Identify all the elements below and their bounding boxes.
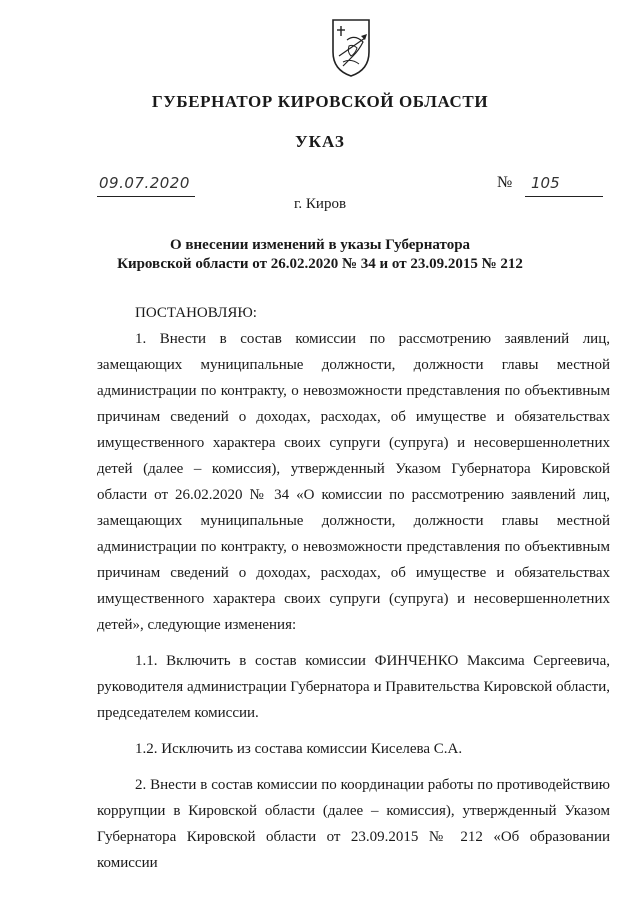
city-label: г. Киров — [293, 196, 347, 212]
issuer-heading: ГУБЕРНАТОР КИРОВСКОЙ ОБЛАСТИ — [151, 92, 489, 111]
title-line-2: Кировской области от 26.02.2020 № 34 и от 23.09.2015 № 212 — [117, 256, 523, 272]
paragraph-1-1: 1.1. Включить в состав комиссии ФИНЧЕНКО Максима Сергеевича, руководителя администрации Губернатора и Правительства Кировской области, председателем комиссии. — [97, 653, 610, 721]
paragraph-1-2: 1.2. Исключить из состава комиссии Киселева С.А. — [135, 741, 463, 757]
document-number: 105 — [531, 174, 560, 192]
paragraph-2: 2. Внести в состав комиссии по координации работы по противодействию коррупции в Кировской области (далее – комиссия), утвержденный Указом Губернатора Кировской области от 23.09.2015 № 212 «Об образовании комиссии — [97, 777, 610, 871]
document-body — [97, 300, 610, 876]
coat-of-arms-emblem — [327, 16, 375, 80]
decree-word: ПОСТАНОВЛЯЮ: — [135, 305, 257, 321]
document-date: 09.07.2020 — [99, 174, 190, 192]
document-type: УКАЗ — [295, 132, 345, 151]
paragraph-1: 1. Внести в состав комиссии по рассмотрению заявлений лиц, замещающих муниципальные должности, должности главы местной администрации по контракту, о невозможности представления по объективным причинам сведений о доходах, расходах, об имуществе и обязательствах имущественного характера своих супруги (супруга) и несовершеннолетних детей (далее – комиссия), утвержденный Указом Губернатора Кировской области от 26.02.2020 № 34 «О комиссии по рассмотрению заявлений лиц, замещающих муниципальные должности, должности главы местной администрации по контракту, о невозможности представления по объективным причинам сведений о доходах, расходах, об имуществе и обязательствах имущественного характера своих супруги (супруга) и несовершеннолетних детей», следующие изменения: — [97, 331, 610, 633]
date-field — [97, 174, 195, 197]
number-field — [525, 174, 603, 197]
number-label: № — [497, 174, 513, 191]
document-title — [80, 236, 560, 274]
title-line-1: О внесении изменений в указы Губернатора — [169, 237, 471, 253]
